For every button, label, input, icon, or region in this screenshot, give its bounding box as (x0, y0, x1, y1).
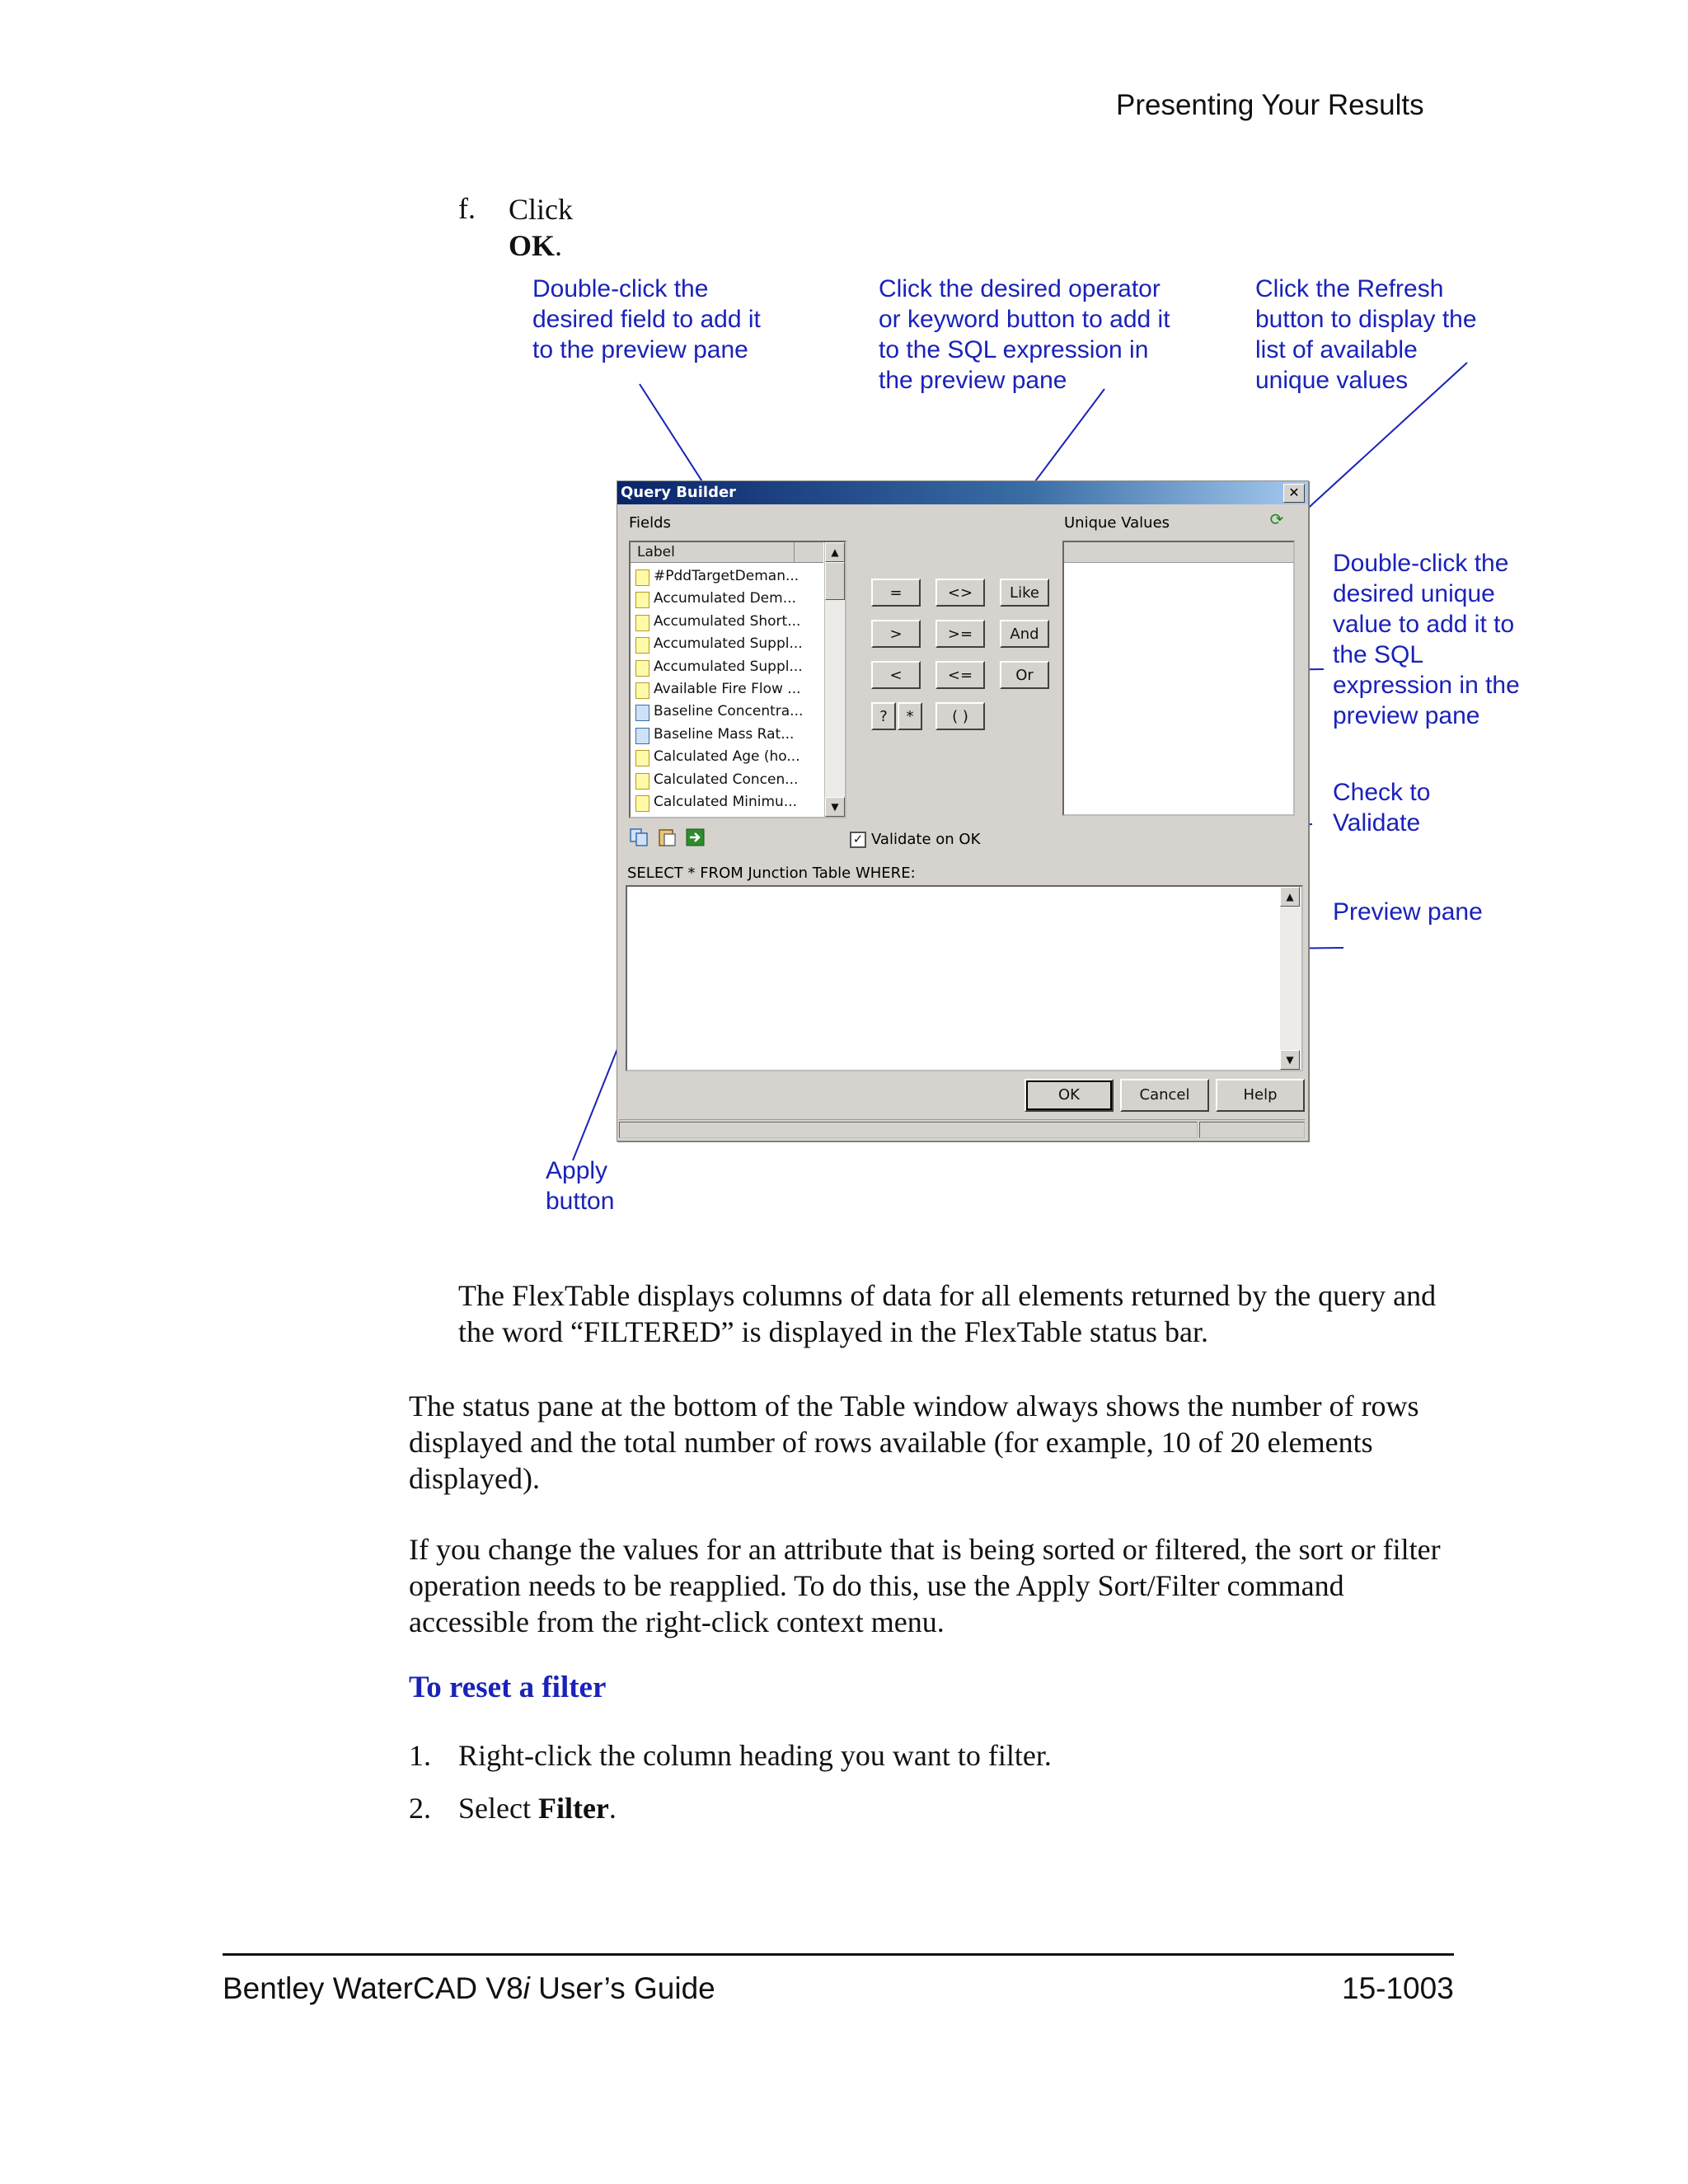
list-item[interactable] (634, 656, 823, 678)
callout-field: Double-click the desired field to add it to the preview pane (532, 275, 761, 363)
field-label: Calculated Age (ho... (654, 748, 800, 766)
field-label: Accumulated Suppl... (654, 635, 803, 653)
field-icon (635, 773, 649, 790)
footer-title-prefix: Bentley WaterCAD V8 (223, 1971, 523, 2005)
step-2-number: 2. (409, 1792, 431, 1825)
footer-title-suffix: User’s Guide (529, 1971, 715, 2005)
list-item[interactable] (634, 588, 823, 610)
status-pane-right (1199, 1122, 1305, 1138)
step-2-suffix: . (608, 1792, 617, 1825)
paragraph-reapply: If you change the values for an attribute that is being sorted or filtered, the sort or filter operation needs to be reapplied. To do this, use the Apply Sort/Filter command accessible from the right-click context menu. (409, 1533, 1441, 1638)
callout-preview: Preview pane (1333, 898, 1483, 926)
field-icon (635, 750, 649, 766)
step-f-prefix: Click (509, 193, 573, 226)
paste-icon[interactable] (657, 827, 678, 847)
footer-rule (223, 1953, 1454, 1956)
unique-values-list[interactable] (1062, 541, 1295, 816)
validate-label: Validate on OK (871, 831, 981, 848)
callout-refresh: Click the Refresh button to display the list of available unique values (1255, 275, 1477, 394)
step-f-number: f. (458, 192, 476, 225)
greater-than-button[interactable]: > (871, 620, 921, 648)
unique-values-label: Unique Values (1064, 514, 1170, 532)
cancel-button[interactable]: Cancel (1120, 1079, 1209, 1112)
scroll-up-icon[interactable]: ▲ (825, 542, 845, 562)
scroll-down-icon[interactable]: ▼ (825, 797, 845, 817)
list-item[interactable] (634, 746, 823, 768)
section-heading: To reset a filter (409, 1671, 607, 1704)
step-2-text (458, 1790, 617, 1826)
step-2-bold: Filter (537, 1792, 609, 1825)
paragraph-status-pane: The status pane at the bottom of the Table window always shows the number of rows displayed and the total number of rows available (for example, 10 of 20 elements displayed). (409, 1390, 1419, 1495)
wildcard-multi-button[interactable]: * (898, 702, 922, 730)
list-item[interactable] (634, 611, 823, 633)
field-label: Accumulated Short... (654, 612, 801, 630)
field-icon (635, 592, 649, 608)
field-icon (635, 682, 649, 699)
parentheses-button[interactable]: ( ) (935, 702, 985, 730)
list-header-text: Label (637, 544, 675, 560)
help-button[interactable]: Help (1216, 1079, 1305, 1112)
not-equals-button[interactable]: <> (935, 579, 985, 607)
field-icon (635, 705, 649, 721)
field-label: Calculated Minimu... (654, 793, 798, 810)
list-item[interactable] (634, 701, 823, 723)
fields-rows (634, 565, 823, 813)
list-item[interactable] (634, 565, 823, 588)
field-label: #PddTargetDeman... (654, 568, 799, 584)
fields-scrollbar[interactable] (824, 542, 845, 817)
unique-values-header (1064, 542, 1293, 563)
field-icon (635, 728, 649, 744)
preview-scroll-up-icon[interactable]: ▲ (1280, 887, 1300, 907)
dialog-title: Query Builder (621, 484, 737, 501)
preview-scroll-down-icon[interactable]: ▼ (1280, 1050, 1300, 1070)
status-pane-left (619, 1122, 1198, 1138)
running-head: Presenting Your Results (1116, 89, 1424, 121)
step-1-text: Right-click the column heading you want to filter. (458, 1739, 1052, 1772)
field-label: Calculated Concen... (654, 771, 799, 788)
step-f-ok: OK (509, 229, 556, 262)
footer-title (223, 1971, 715, 2006)
equals-button[interactable]: = (871, 579, 921, 607)
sql-prefix-label: SELECT * FROM Junction Table WHERE: (627, 865, 916, 882)
step-1-number: 1. (409, 1739, 431, 1772)
field-icon (635, 795, 649, 812)
preview-scrollbar[interactable] (1280, 887, 1301, 1070)
or-button[interactable]: Or (1000, 661, 1049, 689)
apply-icon[interactable] (685, 827, 706, 847)
wildcard-single-button[interactable]: ? (871, 702, 896, 730)
field-icon (635, 637, 649, 654)
callout-apply: Apply button (546, 1157, 615, 1215)
callout-unique: Double-click the desired unique value to add it to the SQL expression in the preview pane (1333, 550, 1520, 729)
list-header-extra (795, 542, 823, 563)
field-label: Baseline Mass Rat... (654, 725, 795, 743)
like-button[interactable]: Like (1000, 579, 1049, 607)
query-builder-dialog (617, 480, 1309, 1141)
list-header-label[interactable] (631, 542, 795, 563)
field-label: Accumulated Suppl... (654, 658, 803, 675)
scroll-thumb[interactable] (825, 562, 845, 600)
fields-list[interactable] (629, 541, 846, 818)
field-icon (635, 615, 649, 631)
preview-pane[interactable] (626, 885, 1303, 1071)
paragraph-flextable: The FlexTable displays columns of data for all elements returned by the query and the word “FILTERED” is displayed in the FlexTable status bar. (458, 1279, 1437, 1348)
page-number: 15-1003 (1342, 1971, 1454, 2005)
copy-icon[interactable] (629, 827, 650, 847)
list-item[interactable] (634, 791, 823, 813)
refresh-icon[interactable]: ⟳ (1269, 509, 1284, 529)
list-item[interactable] (634, 724, 823, 746)
field-label: Accumulated Dem... (654, 590, 796, 607)
dialog-status-bar (619, 1119, 1305, 1138)
list-item[interactable] (634, 633, 823, 655)
validate-checkbox[interactable]: ✓ (850, 832, 866, 848)
list-item[interactable] (634, 769, 823, 791)
less-than-button[interactable]: < (871, 661, 921, 689)
dialog-title-bar[interactable] (617, 481, 1308, 504)
field-label: Baseline Concentra... (654, 703, 804, 720)
leader-refresh (1292, 363, 1467, 523)
ok-button[interactable]: OK (1025, 1079, 1114, 1112)
callout-validate: Check to Validate (1333, 779, 1431, 837)
and-button[interactable]: And (1000, 620, 1049, 648)
step-2-prefix: Select (458, 1792, 538, 1825)
fields-label: Fields (629, 514, 671, 532)
field-icon (635, 660, 649, 677)
greater-equal-button[interactable]: >= (935, 620, 985, 648)
field-icon (635, 569, 649, 586)
close-icon[interactable]: ✕ (1283, 484, 1305, 503)
step-f-suffix: . (555, 229, 563, 262)
footer-title-italic: i (523, 1971, 530, 2005)
field-label: Available Fire Flow ... (654, 680, 801, 697)
callout-operator: Click the desired operator or keyword button to add it to the SQL expression in the preview pane (879, 275, 1170, 394)
less-equal-button[interactable]: <= (935, 661, 985, 689)
list-item[interactable] (634, 678, 823, 701)
